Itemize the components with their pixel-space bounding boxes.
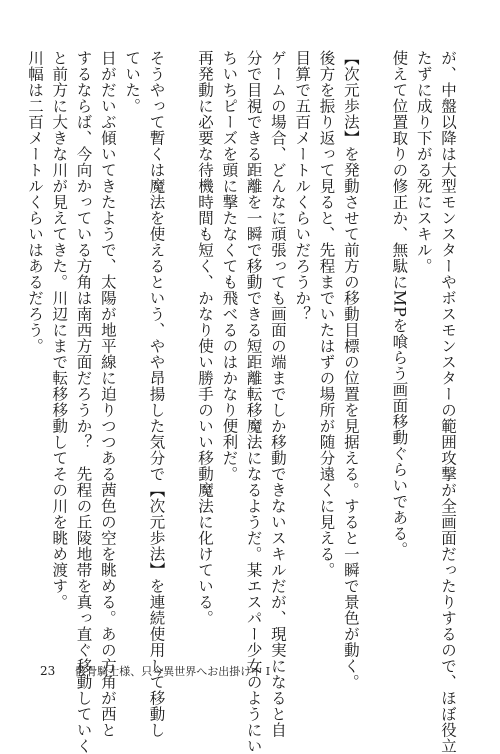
text-line: たずに成り下がる死にスキル。	[414, 50, 433, 274]
text-line: 日がだいぶ傾いてきたようで、太陽が地平線に迫りつつある茜色の空を眺める。あの方角が西と	[98, 50, 117, 738]
page-number: 23	[40, 664, 56, 678]
text-line: するならば、今向かっている方角は南西方面だろうか？ 先程の丘陵地帯を真っ直ぐ移動していく	[74, 50, 93, 754]
page-footer	[40, 663, 270, 679]
text-line: ゲームの場合、どんなに頑張っても画面の端までしか移動できないスキルだが、現実になると自	[268, 50, 287, 738]
text-line: 再発動に必要な待機時間も短く、かなり使い勝手のいい移動魔法に化けている。	[196, 50, 215, 626]
text-line: 後方を振り返って見ると、先程までいたはずの場所が随分遠くに見える。	[317, 50, 336, 578]
text-line: と前方に大きな川が見えてきた。川辺にまで転移移動してその川を眺め渡す。	[50, 50, 69, 610]
running-title: 骸骨騎士様、只今異世界へお出掛け中 Ⅰ	[75, 665, 271, 678]
text-line: が、中盤以降は大型モンスターやボスモンスターの範囲攻撃が全画面だったりするので、ほぼ役立	[439, 50, 457, 754]
text-line: 川幅は二百メートルくらいはあるだろう。	[25, 50, 44, 354]
text-line: ちいちピーズを頭に撃たなくても飛べるのはかなり便利だ。	[220, 50, 239, 482]
blank-line	[363, 50, 387, 610]
text-line: 使えて位置取りの修正か、無駄にMPを喰らう画面移動ぐらいである。	[390, 50, 409, 558]
text-line: 分で目視できる距離を一瞬で移動できる短距離転移魔法になるようだ。某エスパー少女のようにい	[244, 50, 263, 754]
text-line: そうやって暫くは魔法を使えるという、やや昂揚した気分で【次元歩法】を連続使用して移動し	[147, 50, 166, 738]
text-line: 【次元歩法】を発動させて前方の移動目標の位置を見据える。すると一瞬で景色が動く。	[341, 50, 360, 690]
blank-line	[168, 50, 192, 610]
text-line: 目算で五百メートルくらいだろうか？	[293, 50, 312, 322]
text-line: ていた。	[123, 50, 142, 114]
